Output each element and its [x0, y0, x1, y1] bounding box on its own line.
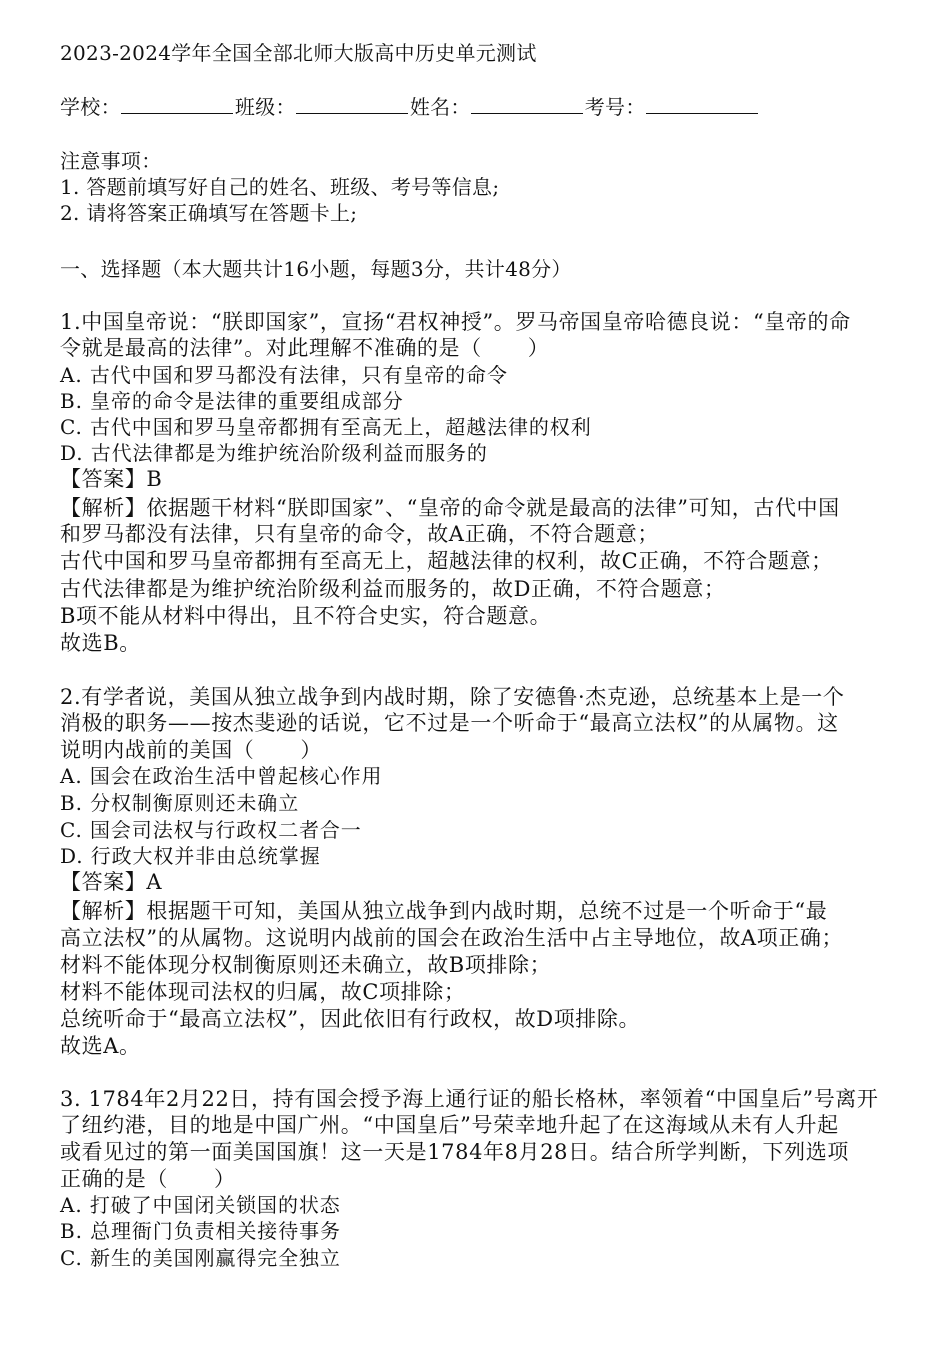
- question-2-paren-close: ）: [300, 738, 323, 762]
- question-3-option-a: A. 打破了中国闭关锁国的状态: [60, 1193, 341, 1217]
- question-1-analysis-line: 和罗马都没有法律，只有皇帝的命令，故A正确，不符合题意；: [60, 522, 659, 546]
- question-1-stem-line: [60, 335, 549, 361]
- question-1-analysis-line: 古代中国和罗马皇帝都拥有至高无上，超越法律的权利，故C正确，不符合题意；: [60, 549, 833, 573]
- note-item: 1. 答题前填写好自己的姓名、班级、考号等信息;: [60, 175, 500, 199]
- question-2-analysis-line: 【解析】根据题干可知，美国从独立战争到内战时期，总统不过是一个听命于“最: [60, 899, 828, 923]
- question-3-stem-line: 或看见过的第一面美国国旗！这一天是1784年8月28日。结合所学判断，下列选项: [60, 1140, 849, 1164]
- question-2-analysis-line: 故选A。: [60, 1034, 141, 1058]
- question-3-option-b: B. 总理衙门负责相关接待事务: [60, 1219, 341, 1243]
- question-1-answer: 【答案】B: [60, 467, 163, 491]
- school-label: 学校：: [60, 95, 121, 119]
- question-3-paren-close: ）: [214, 1167, 236, 1191]
- question-1-stem-line: 1.中国皇帝说：“朕即国家”，宣扬“君权神授”。罗马帝国皇帝哈德良说：“皇帝的命: [60, 310, 851, 334]
- question-2-stem-text: 说明内战前的美国（: [60, 738, 255, 762]
- name-blank[interactable]: [471, 95, 583, 114]
- question-3-stem-text: 正确的是（: [60, 1167, 168, 1191]
- question-2-stem-line: 消极的职务——按杰斐逊的话说，它不过是一个听命于“最高立法权”的从属物。这: [60, 711, 839, 735]
- school-blank[interactable]: [121, 95, 233, 114]
- section-heading: 一、选择题（本大题共计16小题，每题3分，共计48分）: [60, 257, 572, 281]
- note-item: 2. 请将答案正确填写在答题卡上;: [60, 201, 358, 225]
- class-blank[interactable]: [296, 95, 408, 114]
- question-1-option-a: A. 古代中国和罗马都没有法律，只有皇帝的命令: [60, 363, 508, 387]
- question-1-analysis-line: B项不能从材料中得出，且不符合史实，符合题意。: [60, 604, 552, 628]
- question-1-analysis-line: 故选B。: [60, 631, 141, 655]
- question-2-option-d: D. 行政大权并非由总统掌握: [60, 844, 321, 868]
- question-1-option-b: B. 皇帝的命令是法律的重要组成部分: [60, 389, 404, 413]
- question-2-option-a: A. 国会在政治生活中曾起核心作用: [60, 764, 383, 788]
- question-1-analysis-line: 古代法律都是为维护统治阶级利益而服务的，故D正确，不符合题意；: [60, 577, 726, 601]
- question-2-option-b: B. 分权制衡原则还未确立: [60, 791, 300, 815]
- question-2-analysis-line: 材料不能体现分权制衡原则还未确立，故B项排除；: [60, 953, 552, 977]
- question-2-answer: 【答案】A: [60, 870, 163, 894]
- question-1-stem-text: 令就是最高的法律”。对此理解不准确的是（: [60, 336, 482, 360]
- question-2-option-c: C. 国会司法权与行政权二者合一: [60, 818, 362, 842]
- info-fields: [60, 94, 760, 120]
- question-2-stem-line: [60, 737, 322, 763]
- question-1-option-c: C. 古代中国和罗马皇帝都拥有至高无上，超越法律的权利: [60, 415, 592, 439]
- exam-number-label: 考号：: [584, 95, 646, 119]
- question-2-analysis-line: 高立法权”的从属物。这说明内战前的国会在政治生活中占主导地位，故A项正确；: [60, 926, 844, 950]
- question-1-option-d: D. 古代法律都是为维护统治阶级利益而服务的: [60, 441, 488, 465]
- question-1-paren-close: ）: [527, 336, 550, 360]
- exam-title: 2023-2024学年全国全部北师大版高中历史单元测试: [60, 41, 537, 65]
- class-label: 班级：: [234, 95, 296, 119]
- question-2-analysis-line: 总统听命于“最高立法权”，因此依旧有行政权，故D项排除。: [60, 1007, 641, 1031]
- exam-number-blank[interactable]: [646, 95, 758, 114]
- question-3-stem-line: [60, 1166, 236, 1192]
- question-2-stem-line: 2.有学者说，美国从独立战争到内战时期，除了安德鲁·杰克逊，总统基本上是一个: [60, 685, 845, 709]
- question-3-stem-line: 了纽约港，目的地是中国广州。“中国皇后”号荣幸地升起了在这海域从未有人升起: [60, 1113, 839, 1137]
- question-2-analysis-line: 材料不能体现司法权的归属，故C项排除；: [60, 980, 466, 1004]
- notes-heading: 注意事项：: [60, 149, 162, 173]
- question-3-stem-line: 3. 1784年2月22日，持有国会授予海上通行证的船长格林，率领着“中国皇后”号离开: [60, 1087, 879, 1111]
- question-1-analysis-line: 【解析】依据题干材料“朕即国家”、“皇帝的命令就是最高的法律”可知，古代中国: [60, 496, 840, 520]
- question-3-option-c: C. 新生的美国刚赢得完全独立: [60, 1246, 341, 1270]
- name-label: 姓名：: [409, 95, 471, 119]
